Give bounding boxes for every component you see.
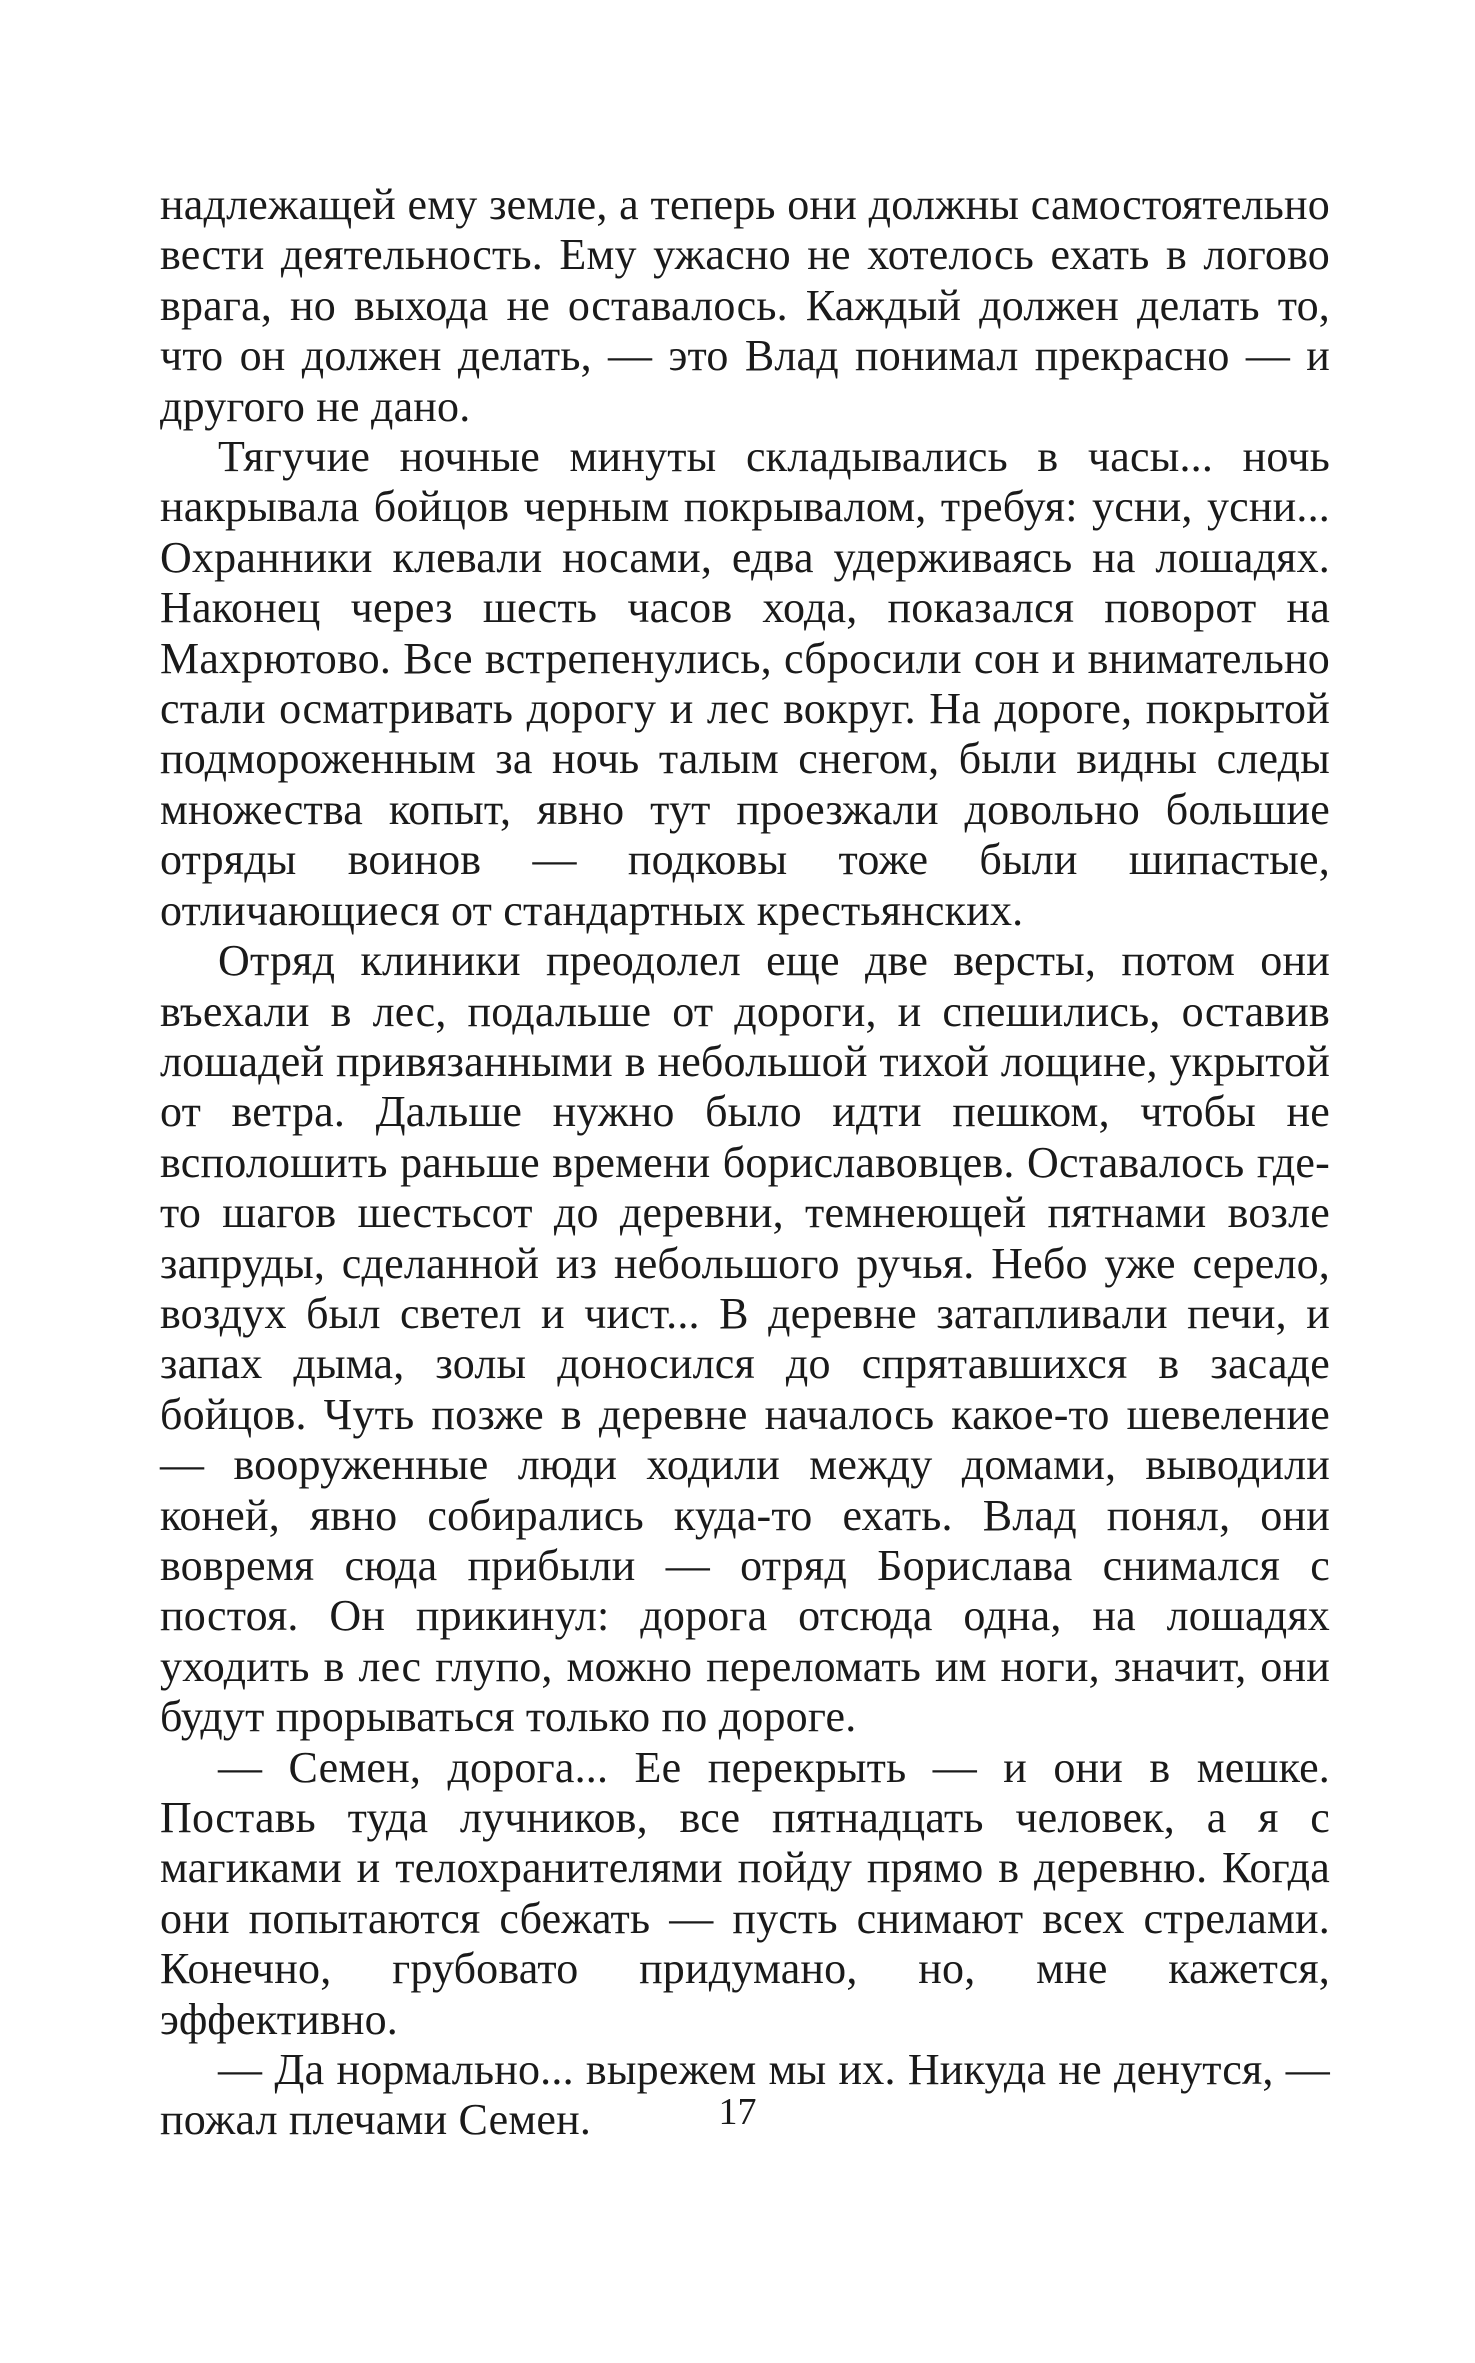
page-body (160, 180, 1330, 2146)
paragraph-5: — Да нормально... вырежем мы их. Никуда не денутся, — пожал плечами Семен. (160, 2045, 1330, 2145)
paragraph-2: Тягучие ночные минуты складывались в часы... ночь накрывала бойцов черным покрывалом, требуя: усни, усни... Охранники клевали носами, едва удерживаясь на лошадях. Наконец через шесть часов хода, показался поворот на Махрютово. Все встрепенулись, сбросили сон и внимательно стали осматривать дорогу и лес вокруг. На дороге, покрытой подмороженным за ночь талым снегом, были видны следы множества копыт, явно тут проезжали довольно большие отряды воинов — подковы тоже были шипастые, отличающиеся от стандартных крестьянских. (160, 432, 1330, 935)
page-number: 17 (718, 2091, 757, 2133)
paragraph-3: Отряд клиники преодолел еще две версты, потом они въехали в лес, подальше от дороги, и спешились, оставив лошадей привязанными в небольшой тихой лощине, укрытой от ветра. Дальше нужно было идти пешком, чтобы не всполошить раньше времени бориславовцев. Оставалось где-то шагов шестьсот до деревни, темнеющей пятнами возле запруды, сделанной из небольшого ручья. Небо уже серело, воздух был светел и чист... В деревне затапливали печи, и запах дыма, золы доносился до спрятавшихся в засаде бойцов. Чуть позже в деревне началось какое-то шевеление — вооруженные люди ходили между домами, выводили коней, явно собирались куда-то ехать. Влад понял, они вовремя сюда прибыли — отряд Борислава снимался с постоя. Он прикинул: дорога отсюда одна, на лошадях уходить в лес глупо, можно переломать им ноги, значит, они будут прорываться только по дороге. (160, 936, 1330, 1742)
paragraph-4: — Семен, дорога... Ее перекрыть — и они в мешке. Поставь туда лучников, все пятнадцать человек, а я с магиками и телохранителями пойду прямо в деревню. Когда они попытаются сбежать — пусть снимают всех стрелами. Конечно, грубовато придумано, но, мне кажется, эффективно. (160, 1742, 1330, 2044)
paragraph-1: надлежащей ему земле, а теперь они должны самостоятельно вести деятельность. Ему ужасно не хотелось ехать в логово врага, но выхода не оставалось. Каждый должен делать то, что он должен делать, — это Влад понимал прекрасно — и другого не дано. (160, 180, 1330, 431)
